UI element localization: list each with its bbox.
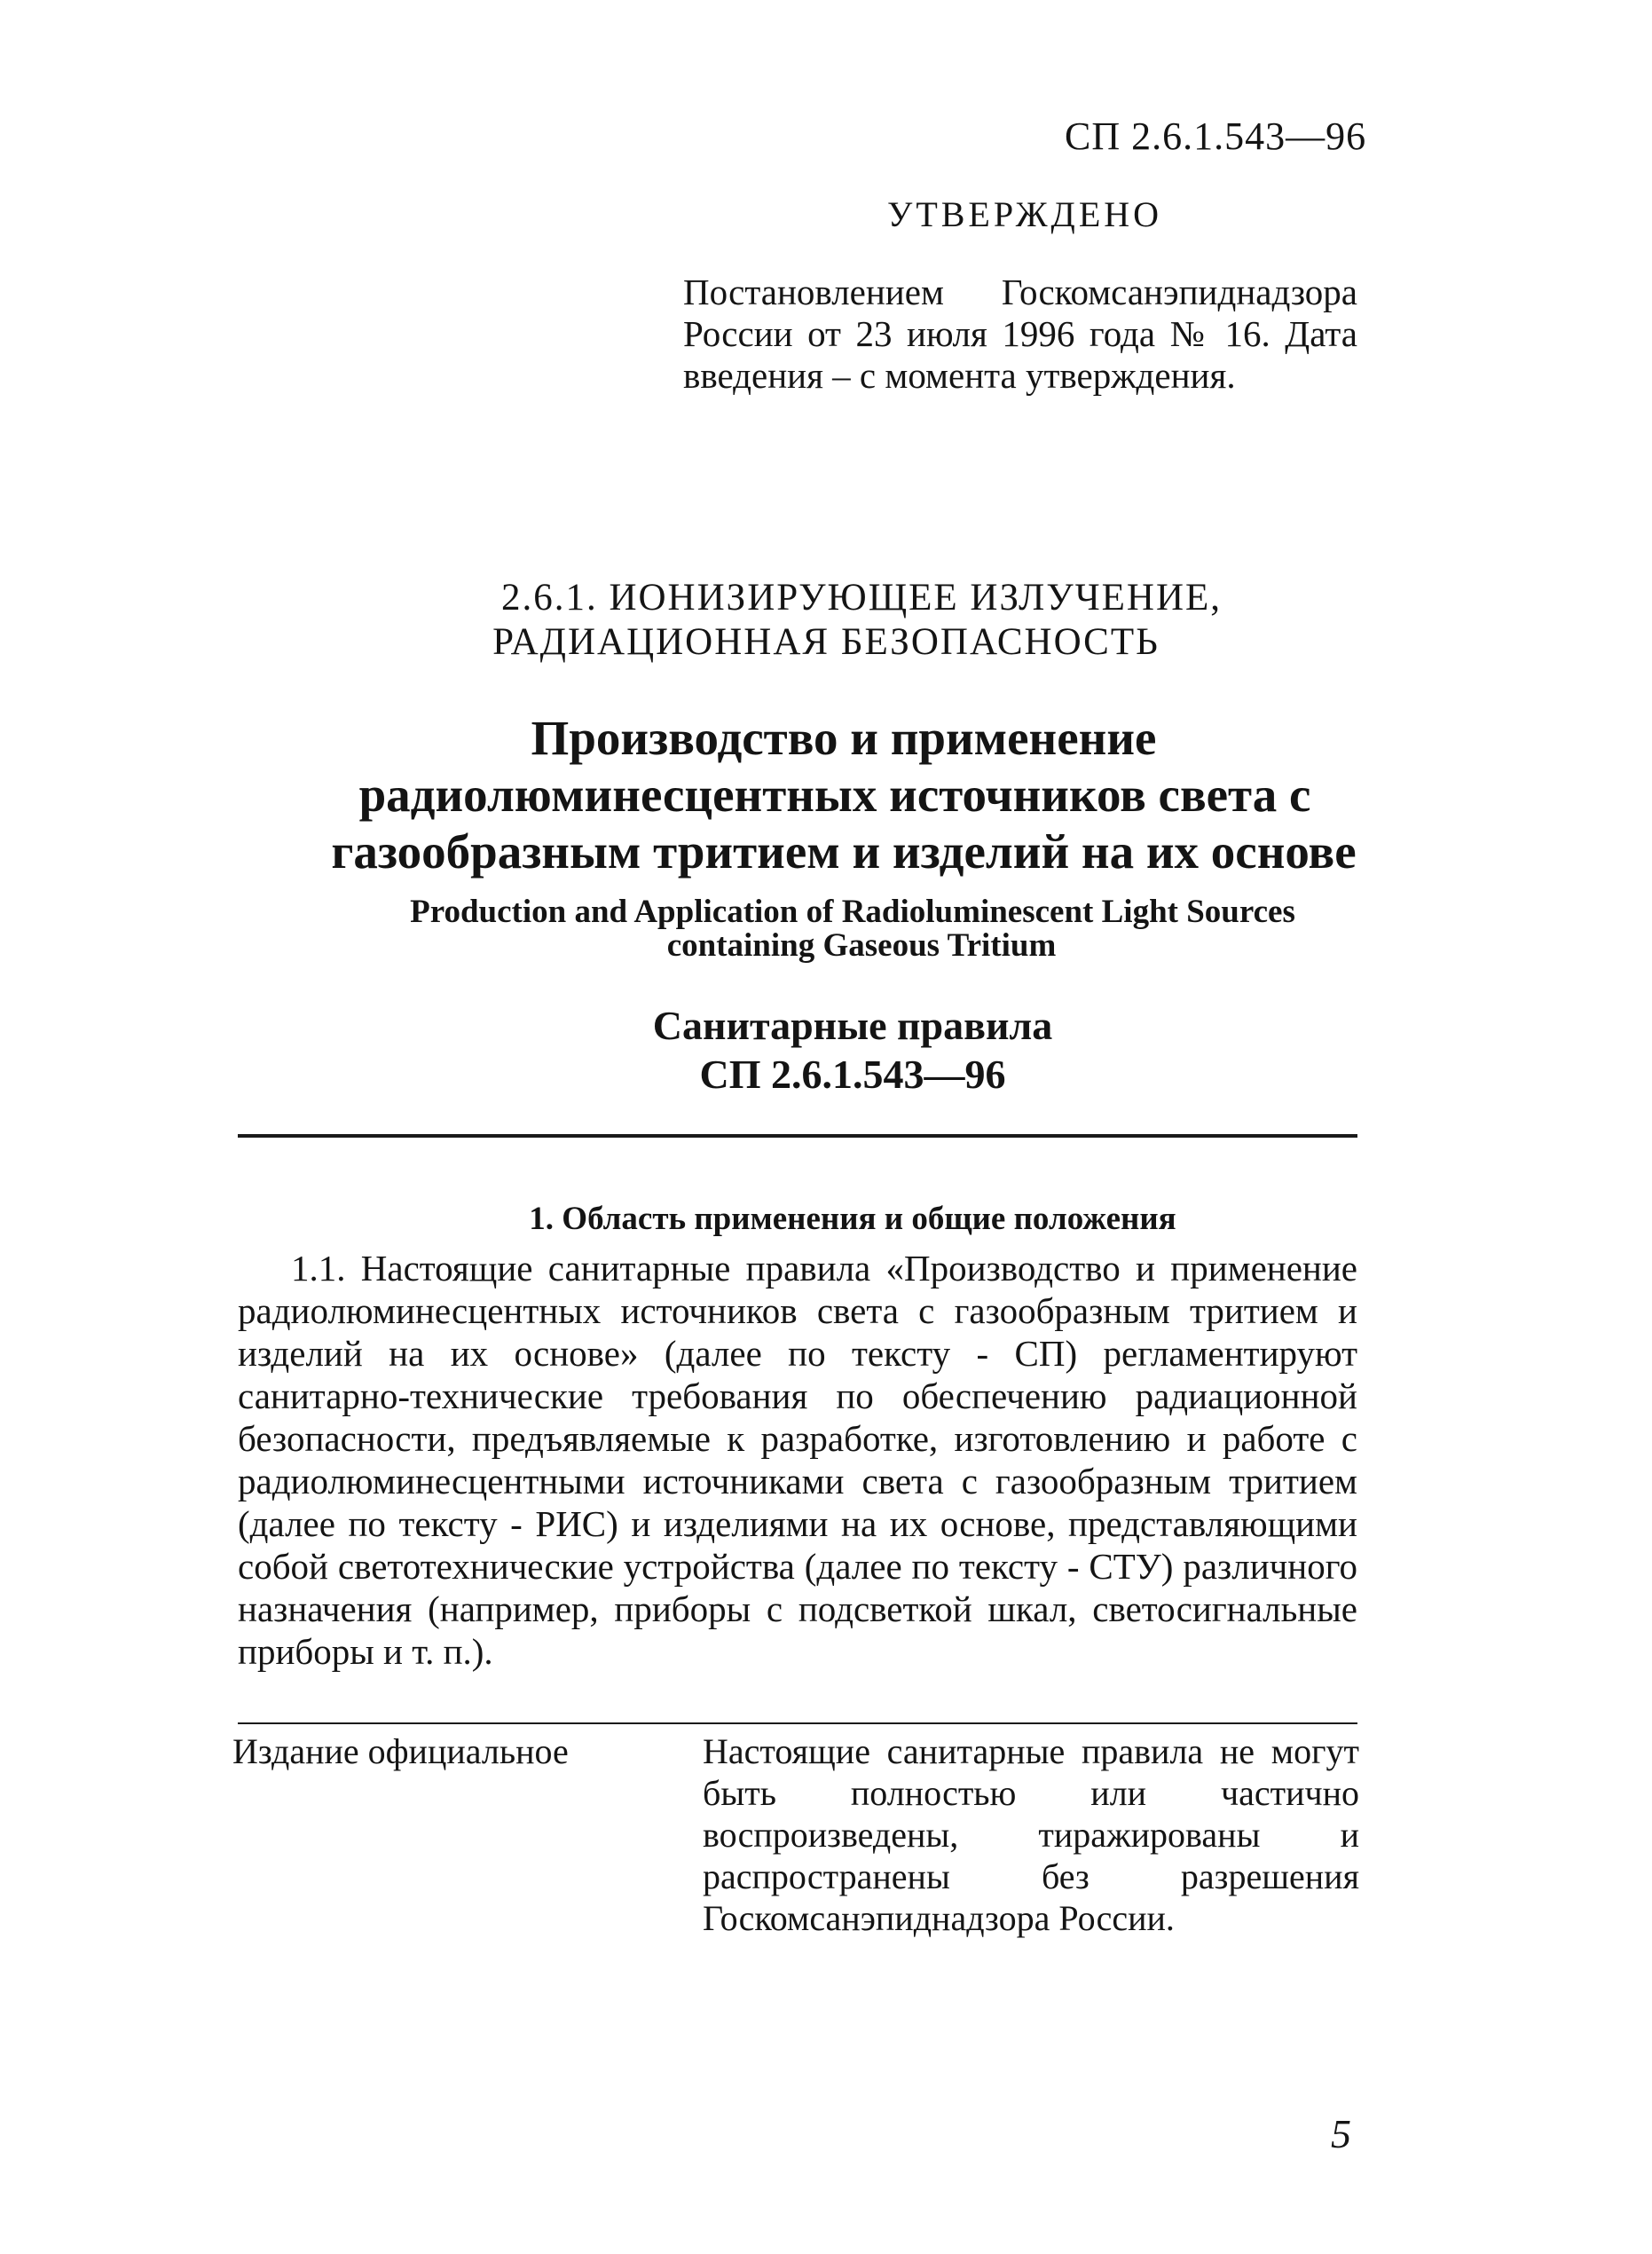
section-heading-line-2: РАДИАЦИОННАЯ БЕЗОПАСНОСТЬ — [492, 621, 1160, 663]
edition-label: Издание официальное — [232, 1731, 569, 1771]
paragraph-1-1: 1.1. Настоящие санитарные правила «Производство и применение радиолюминесцентных источников света с газообразным тритием и изделий на их основе» (далее по тексту - СП) регламентируют санитарно-технические требования по обеспечению радиационной безопасности, предъявляемые к разработке, изготовлению и работе с радиолюминесцентными источниками света с газообразным тритием (далее по тексту - РИС) и изделиями на их основе, представляющими собой светотехнические устройства (далее по тексту - СТУ) различного назначения (например, приборы с подсветкой шкал, светосигнальные приборы и т. п.). — [238, 1248, 1357, 1672]
footer-divider — [238, 1722, 1357, 1724]
english-title-line-1: Production and Application of Radioluminescent Light Sources — [410, 894, 1295, 930]
english-title-line-2: containing Gaseous Tritium — [666, 927, 1057, 964]
document-title-line-1: Производство и применение — [531, 711, 1157, 765]
section-1-title: 1. Область применения и общие положения — [529, 1201, 1176, 1237]
page-number: 5 — [1331, 2111, 1351, 2156]
rules-type: Санитарные правила — [652, 1003, 1053, 1048]
rules-code: СП 2.6.1.543—96 — [699, 1052, 1006, 1097]
approval-resolution: Постановлением Госкомсанэпиднадзора России от 23 июля 1996 года № 16. Дата введения – с момента утверждения. — [683, 272, 1357, 396]
section-heading-line-1: 2.6.1. ИОНИЗИРУЮЩЕЕ ИЗЛУЧЕНИЕ, — [500, 577, 1223, 619]
copyright-notice: Настоящие санитарные правила не могут быть полностью или частично воспроизведены, тиражированы и распространены без разрешения Госкомсанэпиднадзора России. — [703, 1731, 1359, 1938]
document-code: СП 2.6.1.543—96 — [1065, 114, 1367, 158]
document-title-line-2: радиолюминесцентных источников света с — [358, 768, 1311, 822]
title-divider — [238, 1134, 1357, 1138]
approved-stamp: УТВЕРЖДЕНО — [887, 194, 1163, 234]
document-title-line-3: газообразным тритием и изделий на их основе — [331, 824, 1357, 879]
